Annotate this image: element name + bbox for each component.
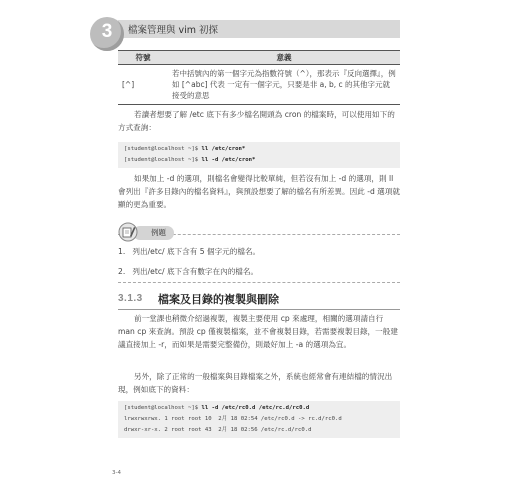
code-block-cron (118, 142, 400, 168)
chapter-title: 檔案管理與 vim 初探 (128, 25, 219, 36)
example-item-text: 列出/etc/ 底下含有 5 個字元的檔名。 (132, 247, 261, 256)
table-row (118, 65, 400, 105)
example-tag: 例題 (133, 226, 174, 240)
section-number: 3.1.3 (118, 293, 143, 304)
paragraph-cp-intro: 前一堂課也稍微介紹過複製，複製主要使用 cp 來處理，相關的選項請自行 man cp 來查詢。預設 cp 僅複製檔案，並不會複製目錄，若需要複製目錄，一般建議直接加上 -r，而如果是需要完整備份，則最好加上 -a 的選項為宜。 (118, 314, 398, 349)
meaning-column-header: 意義 (168, 51, 400, 65)
paragraph-link-intro: 另外，除了正常的一般檔案與目錄檔案之外，系統也經常會有連結檔的情況出現，例如底下的資料： (118, 372, 393, 394)
code-output-line: drwxr-xr-x. 2 root root 43 2月 18 02:56 /etc/rc.d/rc0.d (124, 427, 312, 433)
code-command: ll -d /etc/rc0.d /etc/rc.d/rc0.d (201, 405, 310, 411)
example-end-divider (118, 282, 400, 283)
symbol-cell: [^] (118, 65, 168, 105)
code-block-links (118, 401, 400, 438)
list-item (118, 242, 400, 262)
section-title: 檔案及目錄的複製與刪除 (158, 293, 279, 306)
pencil-book-icon (118, 222, 138, 242)
code-prompt: [student@localhost ~]$ (124, 405, 202, 411)
code-command: ll -d /etc/cron* (201, 157, 256, 163)
code-command: ll /etc/cron* (201, 146, 246, 152)
chapter-number-badge (90, 17, 124, 51)
paragraph-d-option: 如果加上 -d 的選項，則檔名會變得比較單純，但若沒有加上 -d 的選項，則 ll 會列出『許多目錄內的檔名資料』，與預設想要了解的檔名有所差異。因此 -d 選項就顯的更為重要。 (118, 174, 400, 209)
code-output-line: lrwxrwxrwx. 1 root root 10 2月 18 02:54 /etc/rc0.d -> rc.d/rc0.d (124, 416, 342, 422)
code-prompt: [student@localhost ~]$ (124, 157, 202, 163)
meaning-cell: 若中括號內的第一個字元為指數符號（^），那表示『反向選擇』，例如 [^abc] 代表 一定有一個字元，只要是非 a, b, c 的其他字元就接受的意思 (168, 65, 400, 105)
chapter-number: 3 (101, 21, 113, 42)
page-number: 3-4 (112, 470, 121, 476)
symbol-table-header-row (118, 51, 400, 65)
symbol-column-header: 符號 (118, 51, 168, 65)
list-item (118, 262, 400, 282)
code-prompt: [student@localhost ~]$ (124, 146, 202, 152)
example-item-number: 1. (118, 247, 126, 256)
section-rule (118, 309, 400, 310)
example-item-number: 2. (118, 267, 126, 276)
example-item-text: 列出/etc/ 底下含有數字在內的檔名。 (132, 267, 259, 276)
symbol-table (118, 50, 400, 105)
example-list (118, 242, 400, 282)
paragraph-cron-intro: 若讀者想要了解 /etc 底下有多少檔名開頭為 cron 的檔案時，可以使用如下的方式查詢： (118, 110, 395, 132)
